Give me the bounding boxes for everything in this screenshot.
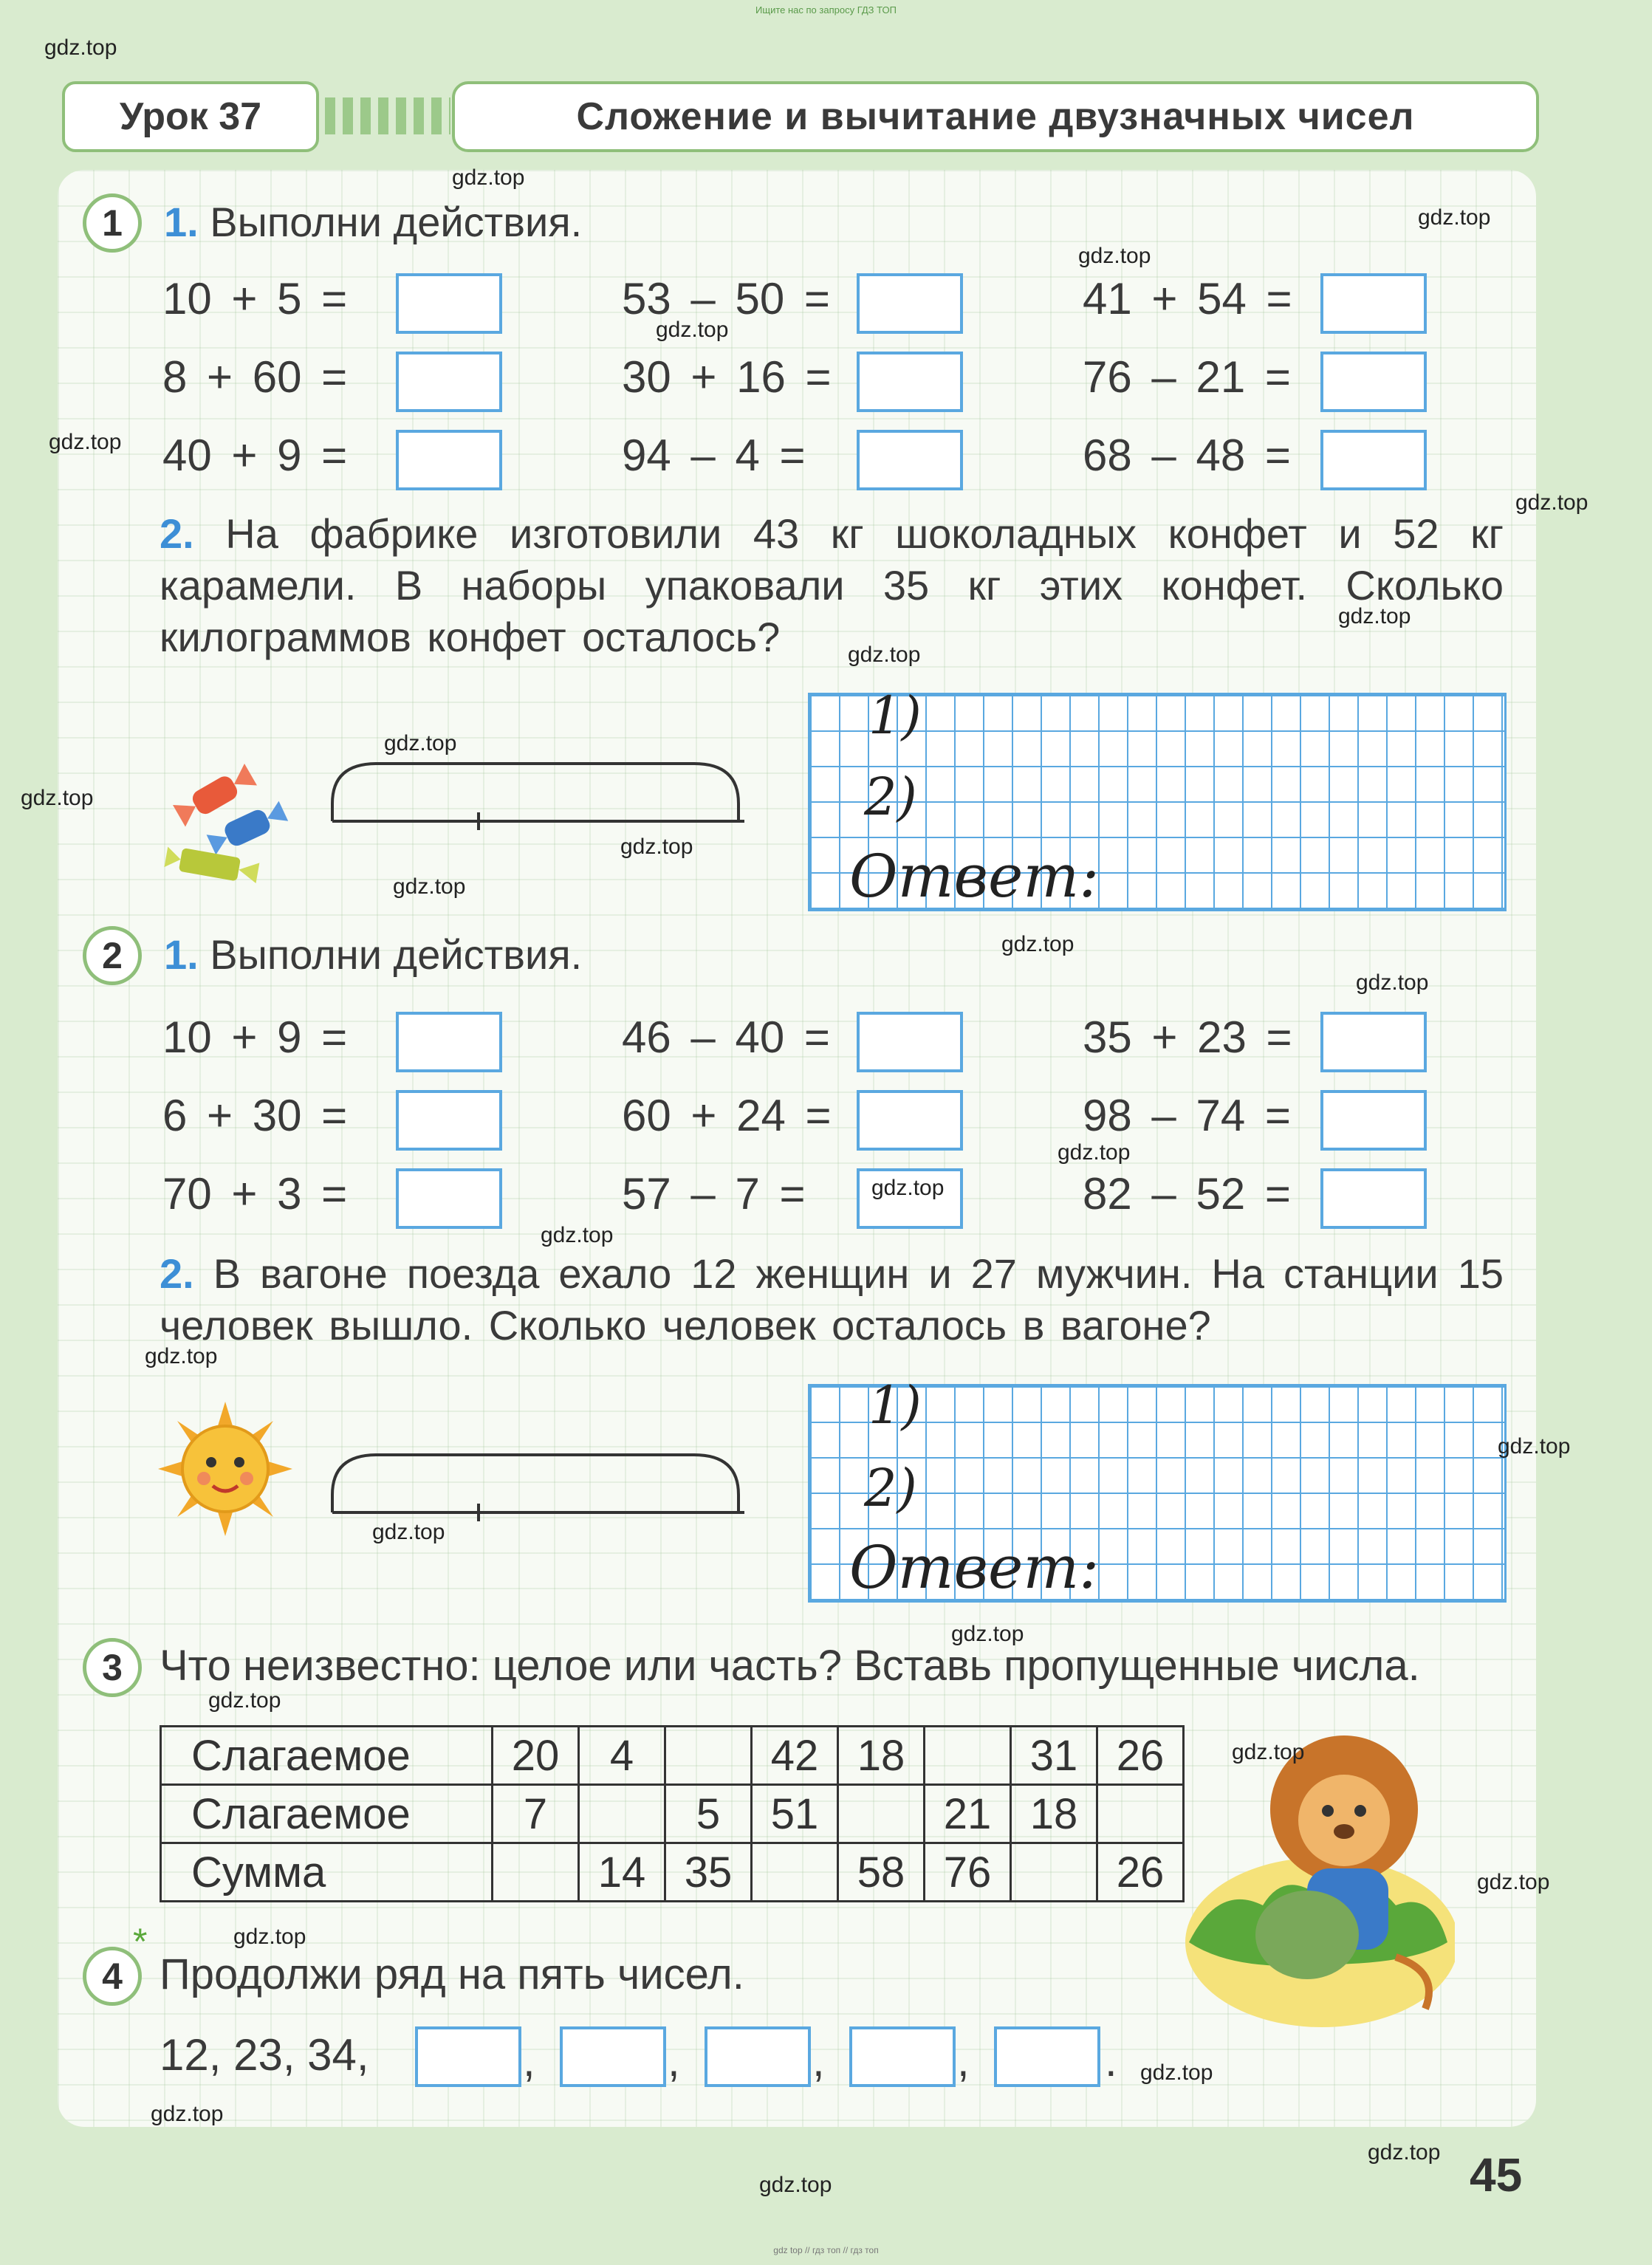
table-cell[interactable]: 35 <box>665 1843 752 1902</box>
answer-box[interactable] <box>857 273 963 334</box>
expression: 40 + 9 = <box>162 431 348 480</box>
task-text: Выполни действия. <box>210 931 583 978</box>
watermark: gdz.top <box>145 1344 218 1368</box>
table-row <box>161 1727 1184 1785</box>
section-3-number: 3 <box>83 1638 142 1697</box>
lion-illustration <box>1174 1721 1455 2031</box>
answer-box[interactable] <box>1320 1012 1427 1072</box>
answer-box[interactable] <box>994 2026 1100 2087</box>
table-cell[interactable]: 26 <box>1097 1727 1184 1785</box>
watermark: gdz.top <box>871 1176 945 1200</box>
answer-box[interactable] <box>396 1090 502 1151</box>
section-3-text: Что неизвестно: целое или часть? Вставь пропущенные числа. <box>160 1642 1420 1690</box>
answer-box[interactable] <box>705 2026 811 2087</box>
expression: 76 – 21 = <box>1083 352 1291 402</box>
table-cell[interactable]: 4 <box>579 1727 665 1785</box>
watermark: gdz.top <box>1338 604 1411 628</box>
handwritten-answer: Ответ: <box>849 1533 1100 1602</box>
task-number: 2. <box>160 1250 194 1297</box>
answer-box[interactable] <box>857 352 963 412</box>
section-1-task-2 <box>160 508 1504 663</box>
watermark: gdz.top <box>1001 932 1075 956</box>
watermark: gdz.top <box>233 1925 306 1949</box>
separator: , <box>668 2036 680 2086</box>
watermark: gdz.top <box>1232 1740 1305 1764</box>
row-label: Слагаемое <box>161 1727 493 1785</box>
answer-box[interactable] <box>396 430 502 490</box>
watermark: gdz.top <box>1515 490 1588 515</box>
table-cell[interactable]: 21 <box>925 1785 1011 1843</box>
expression: 70 + 3 = <box>162 1169 348 1219</box>
table-cell[interactable]: 51 <box>752 1785 838 1843</box>
watermark: gdz.top <box>384 731 457 755</box>
watermark: gdz.top <box>372 1520 445 1544</box>
task-number: 2. <box>160 510 194 557</box>
expression: 98 – 74 = <box>1083 1091 1291 1140</box>
table-cell[interactable]: 42 <box>752 1727 838 1785</box>
watermark: gdz.top <box>759 2173 832 2197</box>
watermark: gdz.top <box>208 1688 281 1713</box>
expression: 68 – 48 = <box>1083 431 1291 480</box>
table-cell[interactable] <box>665 1727 752 1785</box>
task-number: 1. <box>164 931 199 978</box>
separator: , <box>812 2036 825 2086</box>
table-cell[interactable] <box>493 1843 579 1902</box>
handwritten-step-1: 1) <box>868 1375 922 1436</box>
table-cell[interactable]: 20 <box>493 1727 579 1785</box>
watermark: gdz.top <box>1356 970 1429 995</box>
expression: 8 + 60 = <box>162 352 348 402</box>
answer-box[interactable] <box>1320 1090 1427 1151</box>
table-cell[interactable]: 18 <box>1011 1785 1097 1843</box>
watermark: gdz.top <box>620 835 693 859</box>
separator: , <box>523 2036 535 2086</box>
segment-diagram <box>325 759 753 833</box>
expression: 35 + 23 = <box>1083 1012 1292 1062</box>
expression: 10 + 9 = <box>162 1012 348 1062</box>
candy-icon <box>162 753 295 886</box>
watermark: gdz.top <box>1477 1870 1550 1894</box>
table-row <box>161 1785 1184 1843</box>
answer-box[interactable] <box>1320 273 1427 334</box>
task-number: 1. <box>164 199 199 245</box>
star-marker: * <box>133 1921 148 1962</box>
table-cell[interactable]: 31 <box>1011 1727 1097 1785</box>
watermark: gdz.top <box>951 1622 1024 1646</box>
separator: , <box>957 2036 970 2086</box>
answer-box[interactable] <box>857 430 963 490</box>
answer-box[interactable] <box>396 273 502 334</box>
table-cell[interactable]: 76 <box>925 1843 1011 1902</box>
top-note: Ищите нас по запросу ГДЗ ТОП <box>755 4 897 16</box>
number-series-start: 12, 23, 34, <box>160 2030 369 2080</box>
handwritten-step-1: 1) <box>868 685 922 746</box>
expression: 57 – 7 = <box>622 1169 806 1219</box>
expression: 60 + 24 = <box>622 1091 832 1140</box>
watermark: gdz.top <box>1418 205 1491 230</box>
table-cell[interactable] <box>925 1727 1011 1785</box>
expression: 41 + 54 = <box>1083 274 1292 323</box>
answer-box[interactable] <box>857 1012 963 1072</box>
answer-box[interactable] <box>396 1168 502 1229</box>
expression: 82 – 52 = <box>1083 1169 1291 1219</box>
answer-box[interactable] <box>396 352 502 412</box>
watermark: gdz.top <box>44 35 117 60</box>
handwritten-answer: Ответ: <box>849 842 1100 911</box>
table-cell[interactable]: 18 <box>838 1727 925 1785</box>
table-cell[interactable] <box>838 1785 925 1843</box>
table-cell[interactable] <box>579 1785 665 1843</box>
bottom-note: gdz top // гдз топ // гдз топ <box>773 2245 879 2255</box>
answer-box[interactable] <box>1320 1168 1427 1229</box>
expression: 30 + 16 = <box>622 352 832 402</box>
period: . <box>1105 2036 1117 2086</box>
watermark: gdz.top <box>21 786 94 810</box>
expression: 53 – 50 = <box>622 274 830 323</box>
watermark: gdz.top <box>1498 1434 1571 1459</box>
answer-box[interactable] <box>560 2026 666 2087</box>
answer-box[interactable] <box>849 2026 956 2087</box>
handwritten-step-2: 2) <box>864 767 917 827</box>
watermark: gdz.top <box>393 874 466 899</box>
row-label: Слагаемое <box>161 1785 493 1843</box>
expression: 46 – 40 = <box>622 1012 830 1062</box>
answer-box[interactable] <box>396 1012 502 1072</box>
answer-box[interactable] <box>1320 352 1427 412</box>
watermark: gdz.top <box>656 318 729 342</box>
task-text: Выполни действия. <box>210 199 583 245</box>
parts-table <box>160 1725 1185 1902</box>
sun-icon <box>155 1399 295 1539</box>
watermark: gdz.top <box>1078 244 1151 268</box>
segment-diagram <box>325 1450 753 1524</box>
watermark: gdz.top <box>1140 2060 1213 2085</box>
row-label: Сумма <box>161 1843 493 1902</box>
table-row <box>161 1843 1184 1902</box>
section-2-number: 2 <box>83 926 142 985</box>
watermark: gdz.top <box>848 643 921 667</box>
answer-box[interactable] <box>1320 430 1427 490</box>
expression: 94 – 4 = <box>622 431 806 480</box>
problem-text: На фабрике изготовили 43 кг шоколадных конфет и 52 кг карамели. В наборы упаковали 35 кг этих конфет. Сколько килограммов конфет осталось? <box>160 510 1504 660</box>
section-1-number: 1 <box>83 193 142 253</box>
table-cell[interactable]: 14 <box>579 1843 665 1902</box>
page-title: Сложение и вычитание двузначных чисел <box>452 81 1539 152</box>
watermark: gdz.top <box>1368 2140 1441 2165</box>
watermark: gdz.top <box>541 1223 614 1247</box>
section-4-number: 4 <box>83 1947 142 2006</box>
table-cell[interactable] <box>1011 1843 1097 1902</box>
expression: 10 + 5 = <box>162 274 348 323</box>
table-cell[interactable] <box>1097 1785 1184 1843</box>
expression: 6 + 30 = <box>162 1091 348 1140</box>
answer-box[interactable] <box>857 1090 963 1151</box>
watermark: gdz.top <box>1058 1140 1131 1165</box>
watermark: gdz.top <box>452 165 525 190</box>
table-cell[interactable] <box>752 1843 838 1902</box>
section-2-task-1 <box>164 931 582 979</box>
handwritten-step-2: 2) <box>864 1458 917 1518</box>
page-number: 45 <box>1470 2148 1523 2201</box>
table-cell[interactable]: 26 <box>1097 1843 1184 1902</box>
lesson-label: Урок 37 <box>62 81 319 152</box>
header-stripes <box>325 97 450 134</box>
table-cell[interactable]: 58 <box>838 1843 925 1902</box>
section-4-text: Продолжи ряд на пять чисел. <box>160 1950 744 1998</box>
section-2-task-2 <box>160 1248 1504 1351</box>
section-1-task-1 <box>164 198 582 246</box>
table-cell[interactable]: 5 <box>665 1785 752 1843</box>
watermark: gdz.top <box>49 430 122 454</box>
problem-text: В вагоне поезда ехало 12 женщин и 27 мужчин. На станции 15 человек вышло. Сколько человек осталось в вагоне? <box>160 1250 1504 1349</box>
table-cell[interactable]: 7 <box>493 1785 579 1843</box>
answer-box[interactable] <box>415 2026 521 2087</box>
watermark: gdz.top <box>151 2102 224 2126</box>
